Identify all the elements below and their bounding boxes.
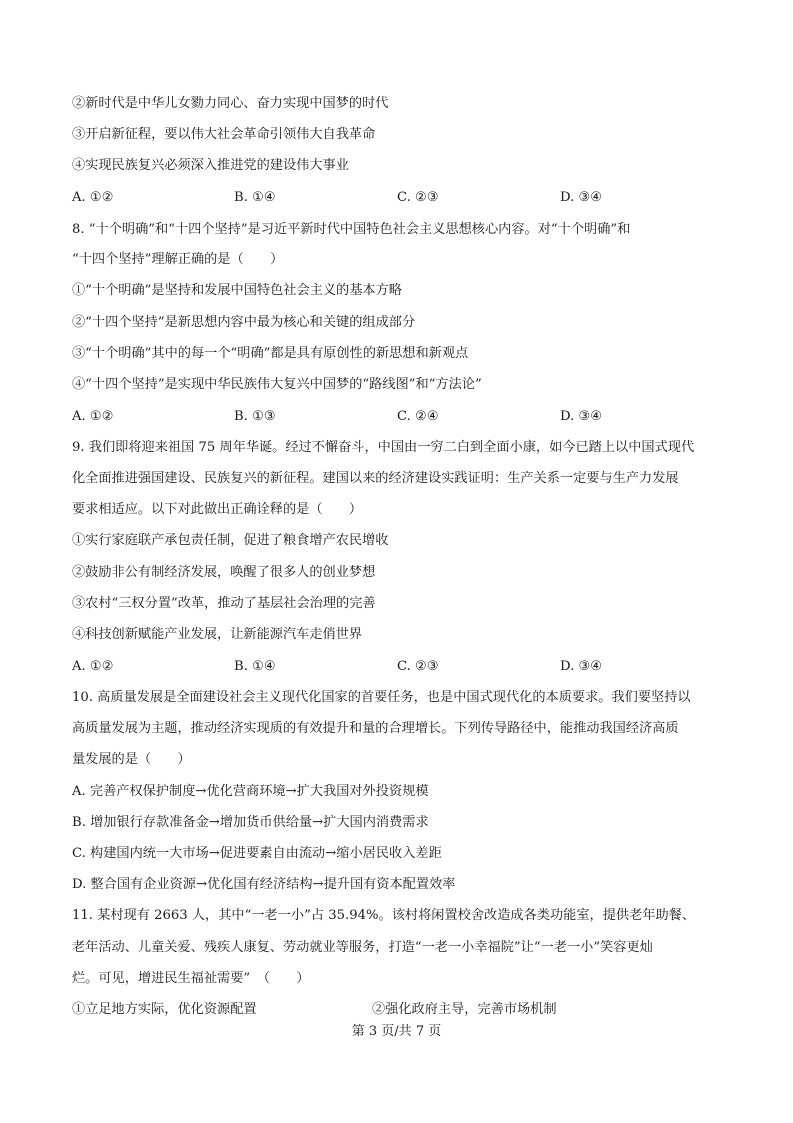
- q10-choice-c: C. 构建国内统一大市场→促进要素自由流动→缩小居民收入差距: [72, 846, 442, 861]
- q11-item-2: ②强化政府主导，完善市场机制: [372, 1002, 557, 1017]
- q8-item-1: ①“十个明确”是坚持和发展中国特色社会主义的基本方略: [72, 283, 402, 298]
- page-footer: 第 3 页/共 7 页: [351, 1024, 442, 1039]
- q8-item-3: ③“十个明确”其中的每一个“明确”都是具有原创性的新思想和新观点: [72, 346, 469, 361]
- option-c: C. ②③: [397, 190, 439, 205]
- statement-2: ②新时代是中华儿女勠力同心、奋力实现中国梦的时代: [72, 96, 389, 111]
- option-d: D. ③④: [560, 190, 603, 205]
- q9-stem-line-3: 要求相适应。以下对此做出正确诠释的是（ ）: [72, 502, 363, 517]
- q11-item-1: ①立足地方实际，优化资源配置: [72, 1002, 257, 1017]
- statement-3: ③开启新征程，要以伟大社会革命引领伟大自我革命: [72, 127, 376, 142]
- option-a: A. ①②: [72, 409, 114, 424]
- q9-item-2: ②鼓励非公有制经济发展，唤醒了很多人的创业梦想: [72, 565, 376, 580]
- q10-choice-d: D. 整合国有企业资源→优化国有经济结构→提升国有资本配置效率: [72, 877, 456, 892]
- q10-choice-b: B. 增加银行存款准备金→增加货币供给量→扩大国内消费需求: [72, 815, 429, 830]
- q10-stem-line-2: 高质量发展为主题，推动经济实现质的有效提升和量的合理增长。下列传导路径中，能推动我国经济高质: [72, 721, 679, 736]
- option-d: D. ③④: [560, 409, 603, 424]
- option-d: D. ③④: [560, 659, 603, 674]
- q10-stem-line-3: 量发展的是（ ）: [72, 752, 191, 767]
- q9-item-1: ①实行家庭联产承包责任制，促进了粮食增产农民增收: [72, 533, 389, 548]
- statement-4: ④实现民族复兴必须深入推进党的建设伟大事业: [72, 158, 349, 173]
- option-b: B. ①③: [234, 409, 276, 424]
- option-a: A. ①②: [72, 190, 114, 205]
- q9-stem-line-2: 化全面推进强国建设、民族复兴的新征程。建国以来的经济建设实践证明：生产关系一定要与生产力发展: [72, 471, 679, 486]
- q8-stem-line-1: 8. “十个明确”和“十四个坚持”是习近平新时代中国特色社会主义思想核心内容。对“十个明确”和: [72, 222, 631, 237]
- q9-stem-line-1: 9. 我们即将迎来祖国 75 周年华诞。经过不懈奋斗，中国由一穷二白到全面小康，如今已踏上以中国式现代: [72, 440, 695, 455]
- q8-item-2: ②“十四个坚持”是新思想内容中最为核心和关键的组成部分: [72, 315, 416, 330]
- q10-choice-a: A. 完善产权保护制度→优化营商环境→扩大我国对外投资规模: [72, 784, 429, 799]
- option-c: C. ②④: [397, 409, 439, 424]
- q11-stem-line-3: 烂。可见，增进民生福祉需要” （ ）: [72, 971, 310, 986]
- q11-stem-line-1: 11. 某村现有 2663 人，其中“一老一小”占 35.94%。该村将闲置校舍改造成各类功能室，提供老年助餐、: [72, 908, 696, 923]
- option-c: C. ②③: [397, 659, 439, 674]
- q9-item-4: ④科技创新赋能产业发展，让新能源汽车走俏世界: [72, 627, 363, 642]
- q8-stem-line-2: “十四个坚持”理解正确的是（ ）: [72, 252, 284, 267]
- q8-item-4: ④“十四个坚持”是实现中华民族伟大复兴中国梦的“路线图”和“方法论”: [72, 377, 482, 392]
- option-a: A. ①②: [72, 659, 114, 674]
- option-b: B. ①④: [234, 659, 276, 674]
- q9-item-3: ③农村“三权分置”改革，推动了基层社会治理的完善: [72, 596, 376, 611]
- q10-stem-line-1: 10. 高质量发展是全面建设社会主义现代化国家的首要任务，也是中国式现代化的本质要求。我们要坚持以: [72, 690, 691, 705]
- option-b: B. ①④: [234, 190, 276, 205]
- q11-stem-line-2: 老年活动、儿童关爱、残疾人康复、劳动就业等服务，打造“一老一小幸福院”让“一老一小”笑容更灿: [72, 940, 653, 955]
